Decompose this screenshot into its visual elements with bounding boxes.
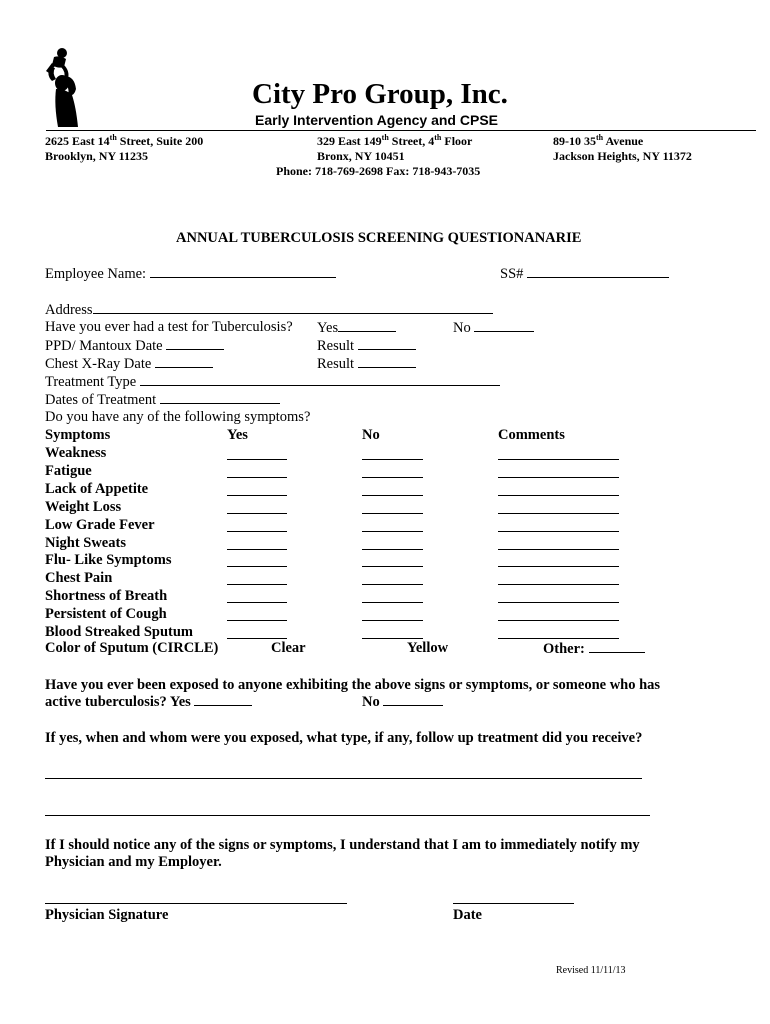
tb-test-row bbox=[45, 319, 293, 336]
symptom-comment-field[interactable] bbox=[498, 602, 619, 603]
sputum-clear[interactable]: Clear bbox=[271, 640, 306, 656]
symptom-no-field[interactable] bbox=[362, 566, 423, 567]
employee-name-row bbox=[45, 265, 336, 283]
symptom-label: Flu- Like Symptoms bbox=[45, 552, 172, 568]
physician-signature-label: Physician Signature bbox=[45, 907, 169, 923]
ppd-row bbox=[45, 337, 224, 355]
treatment-type-field[interactable] bbox=[140, 373, 500, 386]
xray-result-field[interactable] bbox=[358, 355, 416, 368]
revised-note: Revised 11/11/13 bbox=[556, 965, 626, 976]
col-yes: Yes bbox=[227, 427, 248, 443]
symptom-no-field[interactable] bbox=[362, 495, 423, 496]
form-title: ANNUAL TUBERCULOSIS SCREENING QUESTIONANARIE bbox=[176, 230, 582, 246]
symptom-yes-field[interactable] bbox=[227, 620, 287, 621]
symptom-yes-field[interactable] bbox=[227, 459, 287, 460]
sputum-other-field[interactable] bbox=[589, 640, 645, 653]
office-jackson-heights: 89-10 35th Avenue Jackson Heights, NY 11372 bbox=[553, 133, 692, 163]
symptom-label: Chest Pain bbox=[45, 570, 113, 586]
office-phone: Phone: 718-769-2698 Fax: 718-943-7035 bbox=[276, 164, 481, 178]
dates-treatment-row bbox=[45, 391, 280, 409]
exposed-question-line2: active tuberculosis? Yes bbox=[45, 693, 252, 711]
address-label: Address bbox=[45, 302, 93, 318]
exposed-question-line1: Have you ever been exposed to anyone exhibiting the above signs or symptoms, or someone who has bbox=[45, 677, 661, 693]
symptom-no-field[interactable] bbox=[362, 549, 423, 550]
symptom-comment-field[interactable] bbox=[498, 549, 619, 550]
ppd-date-field[interactable] bbox=[166, 337, 224, 350]
dates-treatment-label: Dates of Treatment bbox=[45, 392, 157, 408]
symptom-no-field[interactable] bbox=[362, 602, 423, 603]
xray-row bbox=[45, 355, 213, 373]
symptom-yes-field[interactable] bbox=[227, 602, 287, 603]
date-label: Date bbox=[453, 907, 482, 923]
sputum-other: Other: bbox=[543, 640, 645, 658]
symptom-label: Low Grade Fever bbox=[45, 517, 155, 533]
symptom-no-field[interactable] bbox=[362, 584, 423, 585]
header-rule bbox=[46, 130, 756, 131]
xray-result: Result bbox=[317, 355, 416, 373]
symptom-yes-field[interactable] bbox=[227, 531, 287, 532]
symptom-label: Persistent of Cough bbox=[45, 606, 167, 622]
symptom-comment-field[interactable] bbox=[498, 495, 619, 496]
notice-line2: Physician and my Employer. bbox=[45, 854, 222, 870]
symptom-no-field[interactable] bbox=[362, 513, 423, 514]
tb-test-label: Have you ever had a test for Tuberculosis? bbox=[45, 319, 293, 335]
ppd-result-field[interactable] bbox=[358, 337, 416, 350]
employee-name-field[interactable] bbox=[150, 265, 336, 278]
col-symptoms: Symptoms bbox=[45, 427, 111, 443]
tb-yes-field[interactable] bbox=[338, 319, 396, 332]
exposed-yes-field[interactable] bbox=[194, 693, 252, 706]
office-bronx: 329 East 149th Street, 4th Floor Bronx, NY 10451 bbox=[317, 133, 473, 163]
symptom-label: Weakness bbox=[45, 445, 107, 461]
office-brooklyn: 2625 East 14th Street, Suite 200 Brooklyn, NY 11235 bbox=[45, 133, 204, 163]
symptom-comment-field[interactable] bbox=[498, 513, 619, 514]
address-row bbox=[45, 301, 493, 319]
symptom-comment-field[interactable] bbox=[498, 566, 619, 567]
symptom-comment-field[interactable] bbox=[498, 584, 619, 585]
exposed-no: No bbox=[362, 693, 443, 711]
symptom-no-field[interactable] bbox=[362, 638, 423, 639]
treatment-type-row bbox=[45, 373, 500, 391]
sputum-yellow[interactable]: Yellow bbox=[407, 640, 449, 656]
col-no: No bbox=[362, 427, 380, 443]
sputum-label: Color of Sputum (CIRCLE) bbox=[45, 640, 219, 656]
ppd-result: Result bbox=[317, 337, 416, 355]
ss-row bbox=[500, 265, 669, 283]
symptom-yes-field[interactable] bbox=[227, 584, 287, 585]
col-comments: Comments bbox=[498, 427, 565, 443]
symptom-label: Fatigue bbox=[45, 463, 92, 479]
ppd-label: PPD/ Mantoux Date bbox=[45, 338, 163, 354]
symptom-yes-field[interactable] bbox=[227, 549, 287, 550]
tb-no-field[interactable] bbox=[474, 319, 534, 332]
ss-field[interactable] bbox=[527, 265, 669, 278]
xray-date-field[interactable] bbox=[155, 355, 213, 368]
tb-yes: Yes bbox=[317, 319, 396, 337]
physician-signature-line[interactable] bbox=[45, 903, 347, 904]
employee-name-label: Employee Name: bbox=[45, 266, 147, 282]
ss-label: SS# bbox=[500, 266, 524, 282]
symptom-label: Night Sweats bbox=[45, 535, 126, 551]
symptom-label: Shortness of Breath bbox=[45, 588, 168, 604]
symptom-label: Lack of Appetite bbox=[45, 481, 149, 497]
company-name: City Pro Group, Inc. bbox=[252, 78, 508, 110]
symptom-yes-field[interactable] bbox=[227, 566, 287, 567]
exposed-no-field[interactable] bbox=[383, 693, 443, 706]
date-line[interactable] bbox=[453, 903, 574, 904]
symptom-yes-field[interactable] bbox=[227, 495, 287, 496]
symptom-no-field[interactable] bbox=[362, 531, 423, 532]
dates-treatment-field[interactable] bbox=[160, 391, 280, 404]
tb-no: No bbox=[453, 319, 534, 337]
address-field[interactable] bbox=[93, 301, 493, 314]
notice-line1: If I should notice any of the signs or symptoms, I understand that I am to immediately notify my bbox=[45, 837, 640, 853]
treatment-type-label: Treatment Type bbox=[45, 374, 137, 390]
xray-label: Chest X-Ray Date bbox=[45, 356, 152, 372]
company-subtitle: Early Intervention Agency and CPSE bbox=[255, 112, 498, 128]
symptom-label: Weight Loss bbox=[45, 499, 122, 515]
symptom-label: Blood Streaked Sputum bbox=[45, 624, 193, 640]
logo-mother-baby-icon bbox=[40, 45, 102, 127]
symptom-comment-field[interactable] bbox=[498, 459, 619, 460]
symptom-comment-field[interactable] bbox=[498, 620, 619, 621]
symptom-no-field[interactable] bbox=[362, 459, 423, 460]
symptom-yes-field[interactable] bbox=[227, 638, 287, 639]
if-yes-answer-line-2[interactable] bbox=[45, 815, 650, 816]
symptom-no-field[interactable] bbox=[362, 620, 423, 621]
symptom-comment-field[interactable] bbox=[498, 477, 619, 478]
symptom-comment-field[interactable] bbox=[498, 638, 619, 639]
symptom-comment-field[interactable] bbox=[498, 531, 619, 532]
symptom-no-field[interactable] bbox=[362, 477, 423, 478]
symptoms-question: Do you have any of the following symptoms? bbox=[45, 409, 311, 425]
if-yes-question: If yes, when and whom were you exposed, what type, if any, follow up treatment did you receive? bbox=[45, 730, 643, 746]
symptom-yes-field[interactable] bbox=[227, 477, 287, 478]
if-yes-answer-line-1[interactable] bbox=[45, 778, 642, 779]
symptom-yes-field[interactable] bbox=[227, 513, 287, 514]
